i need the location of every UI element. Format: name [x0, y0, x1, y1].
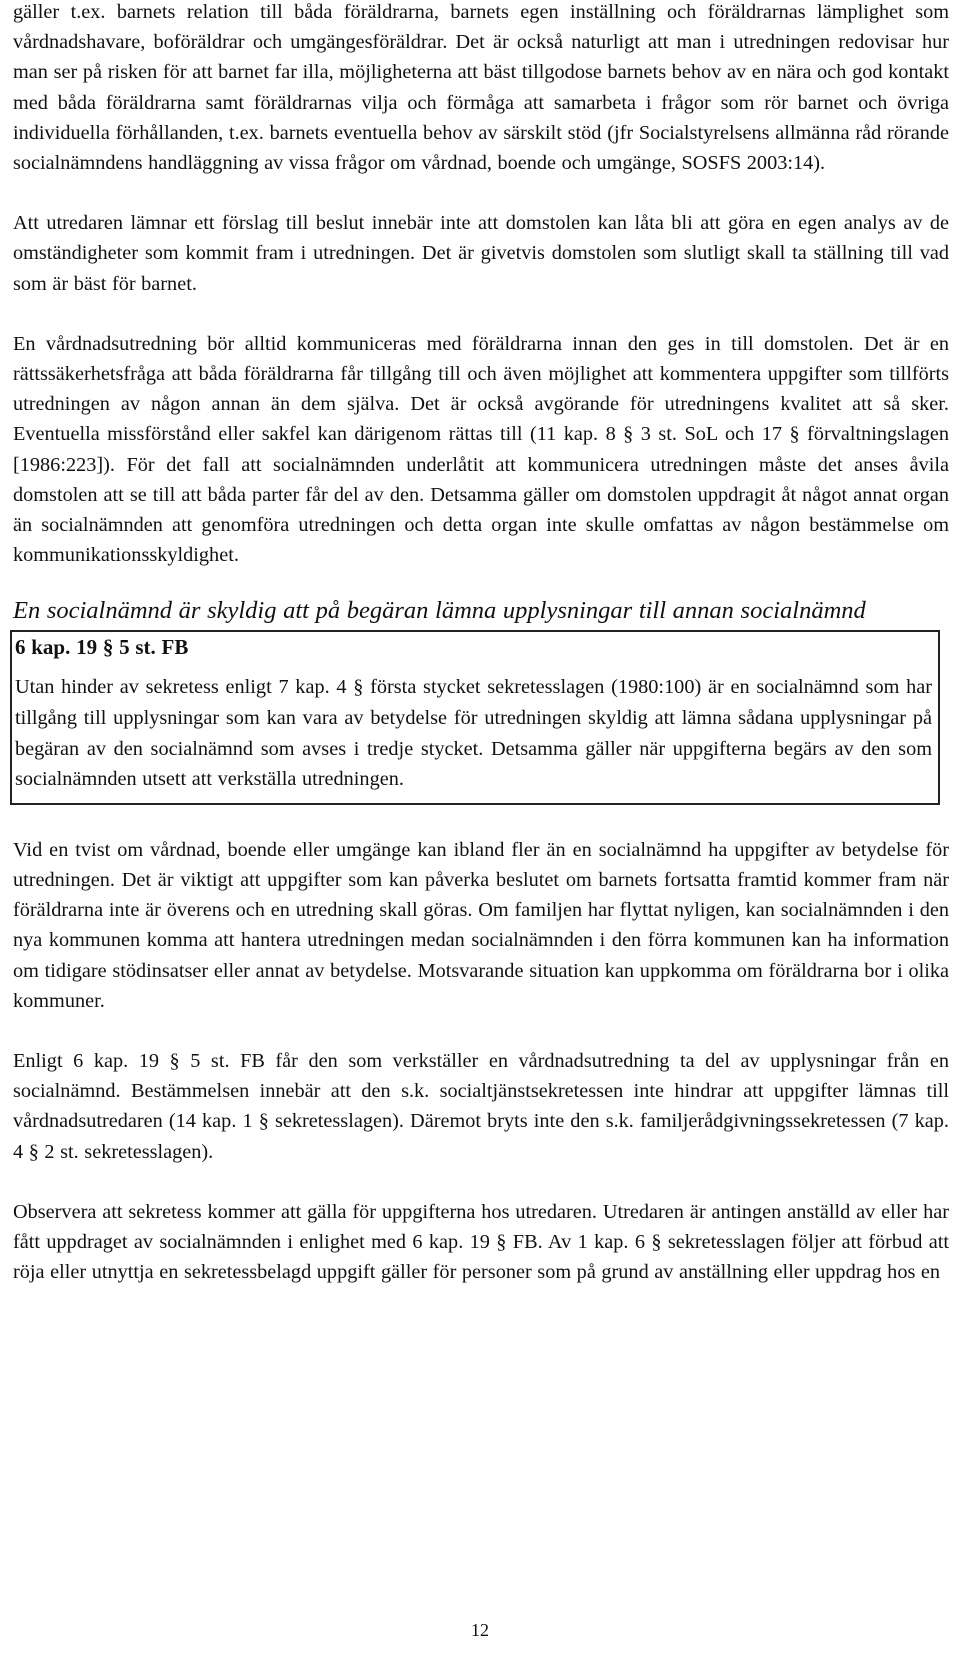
law-reference: 6 kap. 19 § 5 st. FB [15, 635, 189, 660]
page-number: 12 [471, 1620, 489, 1640]
paragraph-information-access: Enligt 6 kap. 19 § 5 st. FB får den som verkställer en vårdnadsutredning ta del av upplysningar från en socialnämnd. Bestämmelsen innebär att den s.k. socialtjänstsekretessen inte hindrar att uppgifter lämnas till vårdnadsutredaren (14 kap. 1 § sekretesslagen). Däremot bryts inte den s.k. familjerådgivningssekretessen (7 kap. 4 § 2 st. sekretesslagen). [13, 1050, 949, 1163]
law-text: Utan hinder av sekretess enligt 7 kap. 4 § första stycket sekretesslagen (1980:100) är en socialnämnd som har tillgång till upplysningar som kan vara av betydelse för utredningen skyldig att lämna sådana upplysningar på begäran av den socialnämnd som avses i tredje stycket. Detsamma gäller när uppgifterna begärs av den som socialnämnden utsett att verkställa utredningen. [15, 676, 932, 791]
document-page [13, 0, 949, 1287]
paragraph-multiple-committees: Vid en tvist om vårdnad, boende eller umgänge kan ibland fler än en socialnämnd ha uppgifter av betydelse för utredningen. Det är viktigt att uppgifter som kan påverka beslutet om barnets fortsatta framtid kommer fram när föräldrarna inte är överens och en utredning skall göras. Om familjen har flyttat nyligen, kan socialnämnden i den nya kommunen komma att hantera utredningen medan socialnämnden i den förra kommunen kan ha information om tidigare stödinsatser eller annat av betydelse. Motsvarande situation kan uppkomma om föräldrarna bor i olika kommuner. [13, 838, 949, 1012]
paragraph-communication: En vårdnadsutredning bör alltid kommuniceras med föräldrarna innan den ges in till domstolen. Det är en rättssäkerhetsfråga att båda föräldrarna får tillgång till och även möjlighet att kommentera uppgifter som tillförts utredningen av någon annan än dem själva. Det är också avgörande för utredningens kvalitet att så sker. Eventuella missförstånd eller sakfel kan därigenom rättas till (11 kap. 8 § 3 st. SoL och 17 § förvaltningslagen [1986:223]). För det fall att socialnämnden underlåtit att kommunicera utredningen måste det anses åvila domstolen att se till att båda parter får del av den. Detsamma gäller om domstolen uppdragit åt något annat organ än socialnämnden att genomföra utredningen och detta organ inte skulle omfattas av någon bestämmelse om kommunikationsskyldighet. [13, 332, 949, 567]
section-heading: En socialnämnd är skyldig att på begäran lämna upplysningar till annan socialnämnd [13, 597, 866, 625]
paragraph-criteria: gäller t.ex. barnets relation till båda föräldrarna, barnets egen inställning och föräldrarnas lämplighet som vårdnadshavare, boföräldrar och umgängesföräldrar. Det är också naturligt att man i utredningen redovisar hur man ser på risken för att barnet far illa, möjligheterna att bäst tillgodose barnets behov av en nära och god kontakt med båda föräldrarna samt föräldrarnas vilja och förmåga att samarbeta i frågor som rör barnet och övriga individuella förhållanden, t.ex. barnets eventuella behov av särskilt stöd (jfr Socialstyrelsens allmänna råd rörande socialnämndens handläggning av vissa frågor om vårdnad, boende och umgänge, SOSFS 2003:14). [13, 1, 949, 175]
law-text-box [10, 630, 940, 804]
paragraph-proposal: Att utredaren lämnar ett förslag till beslut innebär inte att domstolen kan låta bli att göra en egen analys av de omständigheter som kommit fram i utredningen. Det är givetvis domstolen som slutligt skall ta ställning till vad som är bäst för barnet. [13, 212, 949, 295]
paragraph-confidentiality: Observera att sekretess kommer att gälla för uppgifterna hos utredaren. Utredaren är antingen anställd av eller har fått uppdraget av socialnämnden i enlighet med 6 kap. 19 § FB. Av 1 kap. 6 § sekretesslagen följer att förbud att röja eller utnyttja en sekretessbelagd uppgift gäller för personer som på grund av anställning eller uppdrag hos en [13, 1200, 949, 1284]
